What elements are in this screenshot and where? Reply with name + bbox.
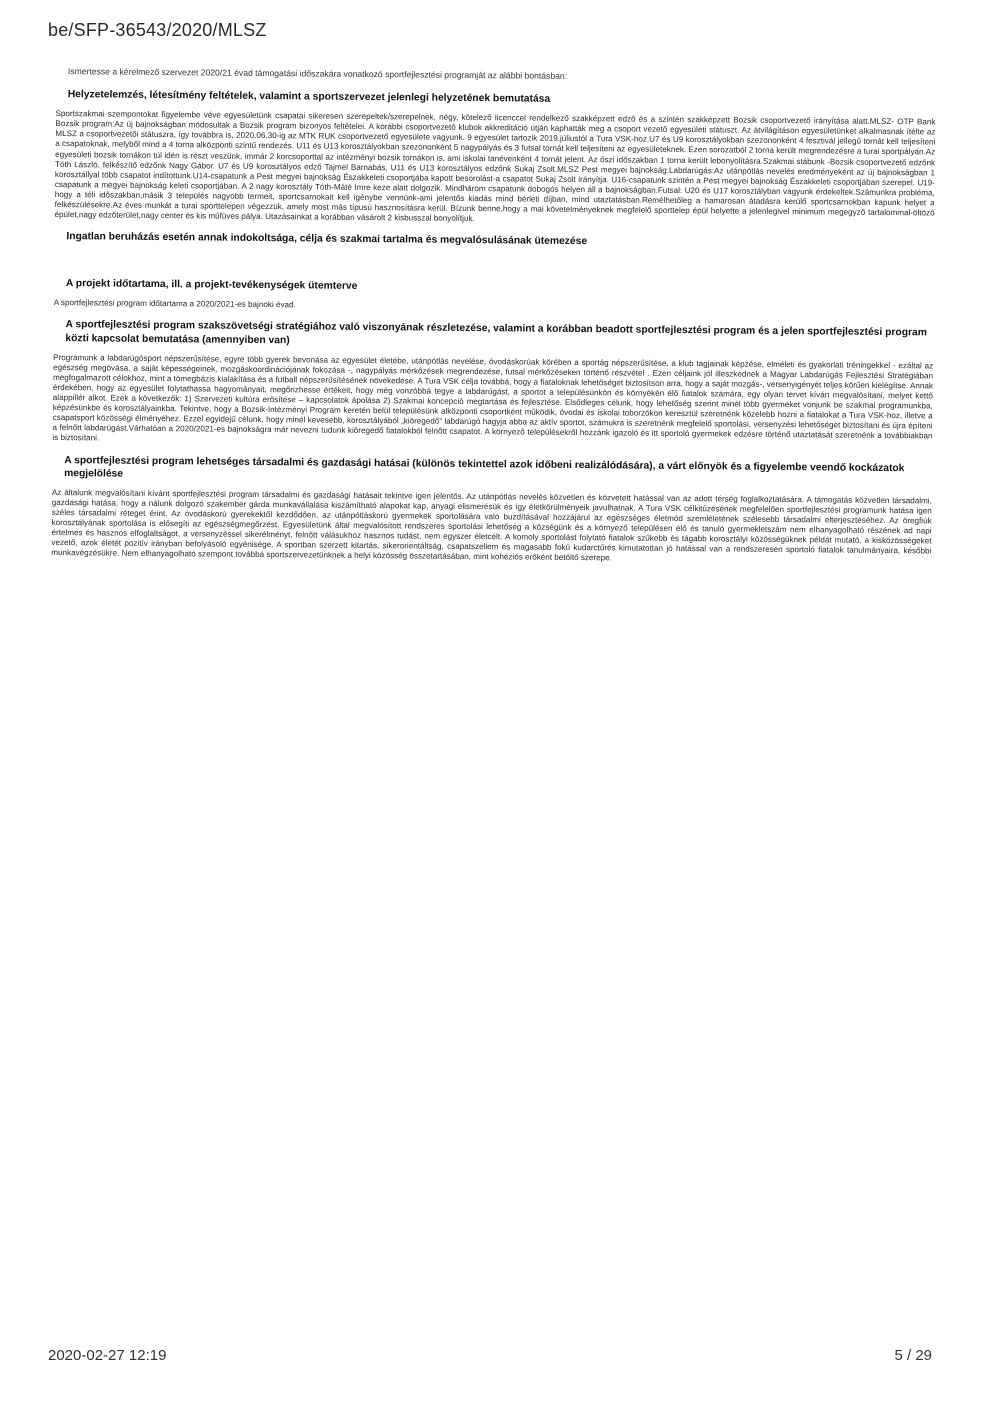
intro-text: Ismertesse a kérelmező szervezet 2020/21 évad támogatási időszakára vonatkozó sportfejlesztési programját az alábbi bontásban: — [67, 66, 568, 81]
section-heading-strategy: A sportfejlesztési program szakszövetségi stratégiához való viszonyának részletezése, valamint a korábban beadott sportfejlesztési program és a jelen sportfejlesztési program közti kapcsolat bemutatása (amennyiben van) — [65, 319, 927, 347]
section-heading-real-estate: Ingatlan beruházás esetén annak indokoltsága, célja és szakmai tartalma és megvalósulásának ütemezése — [66, 230, 588, 247]
section-body-strategy: Programunk a labdarúgósport népszerűsítése, egyre több gyerek bevonása az egyesület életébe, utánpótlás nevelése, óvodáskorúak körében a sportág népszerűsítése, a klub tagjainak képzése, elméleti és gyakorlati tréningekkel - ezáltal az egészség megóvása, a saját képességeinek, mozgáskoordinációjának fokozása -, nagypályás mérkőzések megrendezése, futsal mérkőzéseken történő részvétel . Ezen céljaink jól illeszkednek a Magyar Labdarúgás Fejlesztési Stratégiában megfogalmazott célokhoz, mint a tömegbázis kialakítása és a futball népszerűsítésének növekedése. A Tura VSK célja továbbá, hogy a fiataloknak lehetőséget biztosítson arra, hogy a saját mozgás-, versenyigényét teljes körűen kielégítse. Annak érdekében, hogy az egyesület folytathassa hagyományait, megőrizhesse értékeit, hogy még vonzóbbá tegye a labdarúgást, a sportot a településünkön és környékén élő fiatalok számára, egy olyan tervet kíván megvalósítani, melyet kettő alappillér alkot. Ezek a következők: 1) Szervezeti kultúra erősítése – kapcsolatok ápolása 2) Szakmai koncepció megtartása és fejlesztése. Elsődleges célunk, hogy lehetőség szerint minél több gyermeket vonjunk be szakmai programunkba, képzésünkbe és korosztályainkba. Tekintve, hogy a Bozsik-Intézményi Program keretén belül településünk alközponti csoportként működik, óvodai és iskolai toborzókon keresztül szeretnénk közelebb hozni a fiatalokat a Tura VSK-hoz, illetve a csapatsport közösségi élményéhez. Ezzel egyidejű célunk, hogy minél kevesebb, korosztályából „kiöregedő” labdarúgó hagyja abba az aktív sportot, számukra is szeretnénk megfelelő sportolási, versenyzési lehetőséget biztosítani és újra építeni a felnőtt labdarúgást.Várhatóan a 2020/2021-es bajnokságra már nevezni tudunk kiöregedő fiatalokból felnőtt csapatot. A környező településekről hozzánk igazoló és itt sportoló gyermekek edzésre történő utaztatását szeretnénk a továbbiakban is biztosítani. — [52, 353, 934, 443]
footer-page-number: 5 / 29 — [894, 1347, 932, 1364]
document-id: be/SFP-36543/2020/MLSZ — [48, 20, 267, 40]
section-body-situation: Sportszakmai szempontokat figyelembe véve egyesületünk csapatai sikeresen szerepeltek/szerepelnek, négy, kötelező licenccel rendelkező szakképzett edző és a szintén szakképzett Bozsik csoportvezető irányítása alatt.MLSZ- OTP Bank Bozsik program:Az új bajnokságban módosultak a Bozsik program bizonyos feltételei. A korábbi csoportvezető klubok akkreditáció útján kaphatták meg a csoport vezető egyesületi státuszt. Az átvilágításon egyesületünket alkalmasnak ítélte az MLSZ a csoportvezetői státuszra, így továbbra is, 2020.06.30-ig az MTK RUK csoportvezető egyesülete vagyunk. 9 egyesület tartozik 2019.júliustól a Tura VSK-hoz.U7 és U9 korosztályokban szezononként 4 fesztivál jellegű tornát kell teljesíteni a csapatoknak, melyből mind a 4 torna alközponti szintű rendezés. U11 és U13 korosztályokban szezononként 5 nagypályás és 3 futsal tornát kell teljesíteni az egyesületeknek. Ezen sorozatból 2 torna került megrendezésre a turai sportpályán.Az egyesületi bozsik tornákon túl idén is részt veszünk, immár 2 korcsoporttal az intézményi bozsik tornákon is, ami iskolai tanévenként 4 tornát jelent. Az őszi időszakban 1 torna került lebonyolításra.Szakmai stábunk -Bozsik csoportvezető edzőnk Tóth László, felkészítő edzőnk Nagy Gábor. U7 és U9 korosztályos edző Tajmel Barnabás, U11 és U13 korosztályos edzőnk Sukaj Zsolt.MLSZ Pest megyei bajnokság:Labdarúgás:Az utánpótlás nevelés eredményeként az új bajnokságban 1 korosztállyal több csapatot indítottunk.U14-csapatunk a Pest megyei bajnokság Északkeleti csoportjába kapott besorolást-a csapatot Sukaj Zsolt irányítja. U16-csapatunk szintén a Pest megyei bajnokság Északkeleti csoportjában szerepel. U19-csapatunk a megyei bajnokság keleti csoportjában. A 2 nagy korosztály Tóth-Máté Imre keze alatt dolgozik. Mindhárom csapatunk dobogós helyen áll a bajnokságban.Futsal: U20 és U17 korosztályban vagyunk érdekeltek.Számunkra probléma, hogy a téli időszakban,másik 3 település nagyobb termeit, sportcsarnokait kell igénybe vennünk-ami jelentős kiadás mind bérleti díjban, mind utaztatásban.Remélhetőleg a hamarosan átadásra kerülő sportcsarnokban kapunk helyet a felkészülésekre.Az éves munkát a turai sporttelepen végezzük, amely most más típusú hasznosításra kerül. Bízunk benne,hogy a mai követelményeknek megfelelő sporttelep épül helyette a jelenlegivel minimum megegyző tartalommal-öltöző épület,nagy edzőterület,nagy center és kis műfüves pálya. Utazásainkat a korábban vásárolt 2 kisbusszal bonyolítjuk. — [54, 109, 936, 223]
section-heading-impacts: A sportfejlesztési program lehetséges társadalmi és gazdasági hatásai (különös tekintettel azok időbeni realizálódására), a várt előnyök és a figyelembe veendő kockázatok megjelölése — [64, 454, 905, 480]
footer-timestamp: 2020-02-27 12:19 — [48, 1347, 167, 1364]
section-heading-duration: A projekt időtartama, ill. a projekt-tevékenységek ütemterve — [65, 278, 358, 292]
section-heading-situation: Helyzetelemzés, létesítmény feltételek, valamint a sportszervezet jelenlegi helyzetének bemutatása — [67, 89, 551, 105]
section-body-duration: A sportfejlesztési program időtartama a 2020/2021-es bajnoki évad. — [53, 298, 296, 310]
document-body — [51, 66, 936, 577]
section-body-impacts: Az általunk megvalósítani kívánt sportfejlesztési program társadalmi és gazdasági hatásait tekintve igen jelentős. Az utánpótlás nevelés közvetlen és közvetett hatással van az adott térség foglalkoztatására. A támogatás közvetlen társadalmi, gazdasági hatása, hogy a nálunk dolgozó szakember gárda munkavállalása kiszámítható alapokat kap, anyagi elismerésük és így életkörülményeik javulhatnak. A Tura VSK célkitűzésének megfelelően sportfejlesztési programunk hatása igen széles társadalmi réteget érint. Az óvodáskorú gyerekektől kezdődően, az utánpótláskorú gyermekek sportolására való buzdításával hozzájárul az egészséges életmód szemléletének szélesebb társadalmi elterjesztéséhez. Az öregfiúk korosztályának sportolása is elősegíti az egészségmegőrzést. Egyesületünk által megvalósított rendszeres sportolási lehetőség a községünk és a környező településen élő és tanuló gyermekletszám nem elhanyagolható részének ad napi értelmes és hasznos elfoglaltságot, a versenyzéssel sikerélményt, felnőtt válásukhoz hasznos tudást, nem egyszer életcélt. A komoly sportolást folytató fiatalok szűkebb és tágabb korosztályi közösségüknek példát mutató, a kisközösségeket vezető, azok életét pozitív irányban befolyásoló egyénisége. A sportban szerzett kitartás, sikerorientáltság, csapatszellem és magasabb fokú kudarctűrés kimutatottan jó hatással van a rendszeresen sportoló fiatalok tanulmányaira, későbbi munkavégzésükre. Nem elhanyagolható szempont továbbá sportszervezetünknek a helyi közösség összetartásában, mint kohéziós erőként betöltő szerepe. — [51, 488, 932, 563]
